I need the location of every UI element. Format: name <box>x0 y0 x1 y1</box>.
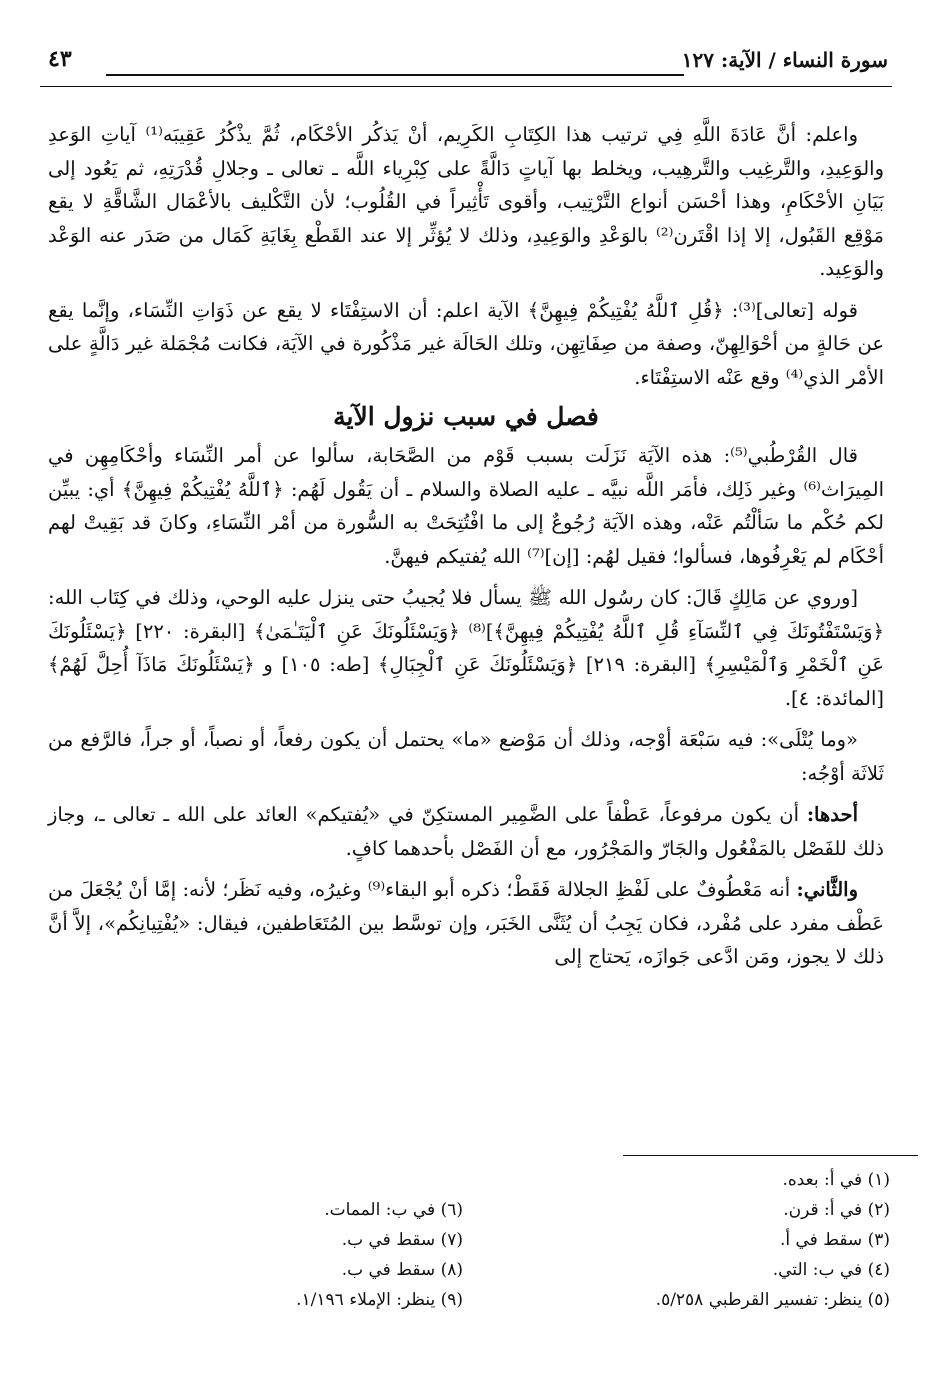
footnotes-right-column <box>656 1165 890 1315</box>
book-page <box>40 38 892 968</box>
header-rule <box>106 74 684 76</box>
paragraph-3: قال القُرْطُبي⁽⁵⁾: هذه الآيَة نَزَلَت بسبب قَوْم من الصَّحَابة، سألوا عن أمر النِّسَاء وأحْكَامِهِن في المِيرَاث⁽⁶⁾ وغير ذَلِك، فأمَر اللَّه نبيَّه ـ عليه الصلاة والسلام ـ أن يَقُول لَهُم: ﴿ٱللَّهُ يُفْتِيكُمْ فِيهِنَّ﴾ أي: يبيِّن لكم حُكْم ما سَألْتُم عَنْه، وهذه الآيَة رُجُوعٌ إلى ما افْتُتِحَتْ به السُّورة من أمْر النِّسَاءِ، وكانَ قد بَقِيتْ لهم أحْكَام لم يَعْرِفُوها، فسألوا؛ فقيل لهُم: [إن]⁽⁷⁾ الله يُفتيكم فيهنَّ. <box>48 444 884 568</box>
point-2-lead: والثَّاني: <box>796 878 858 901</box>
page-number: ٤٣ <box>48 46 72 72</box>
footnote-8: (٨) سقط في ب. <box>341 1260 463 1280</box>
footnote-2: (٢) في أ: قرن. <box>783 1200 890 1220</box>
footnote-7: (٧) سقط في ب. <box>341 1230 463 1250</box>
paragraph-4: [وروي عن مَالِكٍ قَالَ: كان رسُول الله ﷺ يسأل فلا يُجيبُ حتى ينزل عليه الوحي، وذلك في كِتَاب الله: ﴿وَيَسْتَفْتُونَكَ فِي ٱلنِّسَآءِ قُلِ ٱللَّهُ يُفْتِيكُمْ فِيهِنَّ﴾]⁽⁸⁾ ﴿وَيَسْئَلُونَكَ عَنِ ٱلْيَتَـٰمَىٰ﴾ [البقرة: ٢٢٠] ﴿يَسْئَلُونَكَ عَنِ ٱلْخَمْرِ وَٱلْمَيْسِرِ﴾ [البقرة: ٢١٩] ﴿وَيَسْئَلُونَكَ عَنِ ٱلْجِبَالِ﴾ [طه: ١٠٥] و ﴿يَسْئَلُونَكَ مَاذَآ أُحِلَّ لَهُمْ﴾ [المائدة: ٤]. <box>48 586 884 710</box>
footnote-4: (٤) في ب: التي. <box>772 1260 890 1280</box>
running-header <box>40 38 892 82</box>
point-2-text: أنه مَعْطُوفٌ على لَفْظِ الجلالة فَقَطْ؛ ذكره أبو البقاء⁽⁹⁾ وغيرُه، وفيه نَظَر؛ لأنه: إمَّا أنْ يُجْعَلَ من عَطْف مفرد على مُفْرد، فكان يَجِبُ أن يُثَنَّى الخَبَر، وإن توسَّط بين المُتَعَاطفين، فيقال: «يُفْتِيانِكُم»، إلاَّ أنَّ ذلك لا يجوز، ومَن ادَّعى جَوازَه، يَحتاج إلى <box>48 878 884 968</box>
footnote-6: (٦) في ب: الممات. <box>324 1200 463 1220</box>
point-2 <box>48 873 884 974</box>
footnotes-left-column <box>296 1195 463 1315</box>
paragraph-1: واعلم: أنَّ عَادَةَ اللَّهِ فِي ترتيب هذا الكِتَابِ الكَرِيم، أنْ يَذكُر الأحْكَام، ثُمَّ يذْكُرُ عَقِيبَه⁽¹⁾ آياتِ الوَعدِ والوَعِيدِ، والتَّرغِيب والتَّرهِيب، ويخلط بها آياتٍ دَالَّةً على كِبْرِياء اللَّه ـ تعالى ـ وجلالِ قُدْرَتِهِ، ثم يَعُود إلى بَيَانِ الأحْكَامِ، وهذا أحْسَن أنواع التَّرْتِيب، وأقوى تَأْثِيراً في القُلُوب؛ لأن التَّكْليف بالأعْمَال الشَّاقَّةِ لا يقع مَوْقِع القَبُول، إلا إذا اقْتَرن⁽²⁾ بالوَعْدِ والوَعِيدِ، وذلك لا يُؤثِّر إلا عند القَطْع بِغَايَةِ كَمَال من صَدَر عنه الوَعْد والوَعِيد. <box>48 123 884 280</box>
header-title: سورة النساء / الآية: ١٢٧ <box>681 48 888 72</box>
footnote-3: (٣) سقط في أ. <box>779 1230 890 1250</box>
header-divider <box>40 86 892 87</box>
point-1 <box>48 798 884 865</box>
section-heading: فصل في سبب نزول الآية <box>333 402 599 431</box>
footnote-5: (٥) ينظر: تفسير القرطبي ٥/٢٥٨. <box>655 1290 890 1310</box>
paragraph-2: قوله [تعالى]⁽³⁾: ﴿قُلِ ٱللَّهُ يُفْتِيكُمْ فِيهِنَّ﴾ الآية اعلم: أن الاستِفْتَاء لا يقع عن ذَوَاتِ النِّسَاء، وإنَّما يقع عن حَالةٍ من أحْوَالِهِنّ، وصفة من صِفَاتِهِن، وتلك الحَالَة غير مَذْكُورة في الآيَة، فكانت مُجْمَلة غير دَالَّةٍ على الأمْر الذي⁽⁴⁾ وقع عَنْه الاستِفْتَاء. <box>48 298 884 389</box>
footnote-9: (٩) ينظر: الإملاء ١/١٩٦. <box>296 1290 463 1310</box>
page-body <box>48 118 884 982</box>
footnote-separator <box>623 1155 918 1156</box>
footnote-1: (١) في أ: بعده. <box>782 1170 890 1190</box>
paragraph-5: «وما يُتْلَى»: فيه سَبْعَة أوْجه، وذلك أن مَوْضع «ما» يحتمل أن يكون رفعاً، أو نصباً، أو جراً، فالرَّفع من ثَلاثَة أوْجُه: <box>48 728 884 785</box>
point-1-lead: أحدها: <box>806 803 858 826</box>
point-1-text: أن يكون مرفوعاً، عَطْفاً على الضَّمِير المستكِنّ في «يُفتيكم» العائد على الله ـ تعالى ـ، وجاز ذلك للفَصْل بالمَفْعُول والجَارّ والمَجْرُور، مع أن الفَصْل بأحدهما كافٍ. <box>48 803 884 860</box>
